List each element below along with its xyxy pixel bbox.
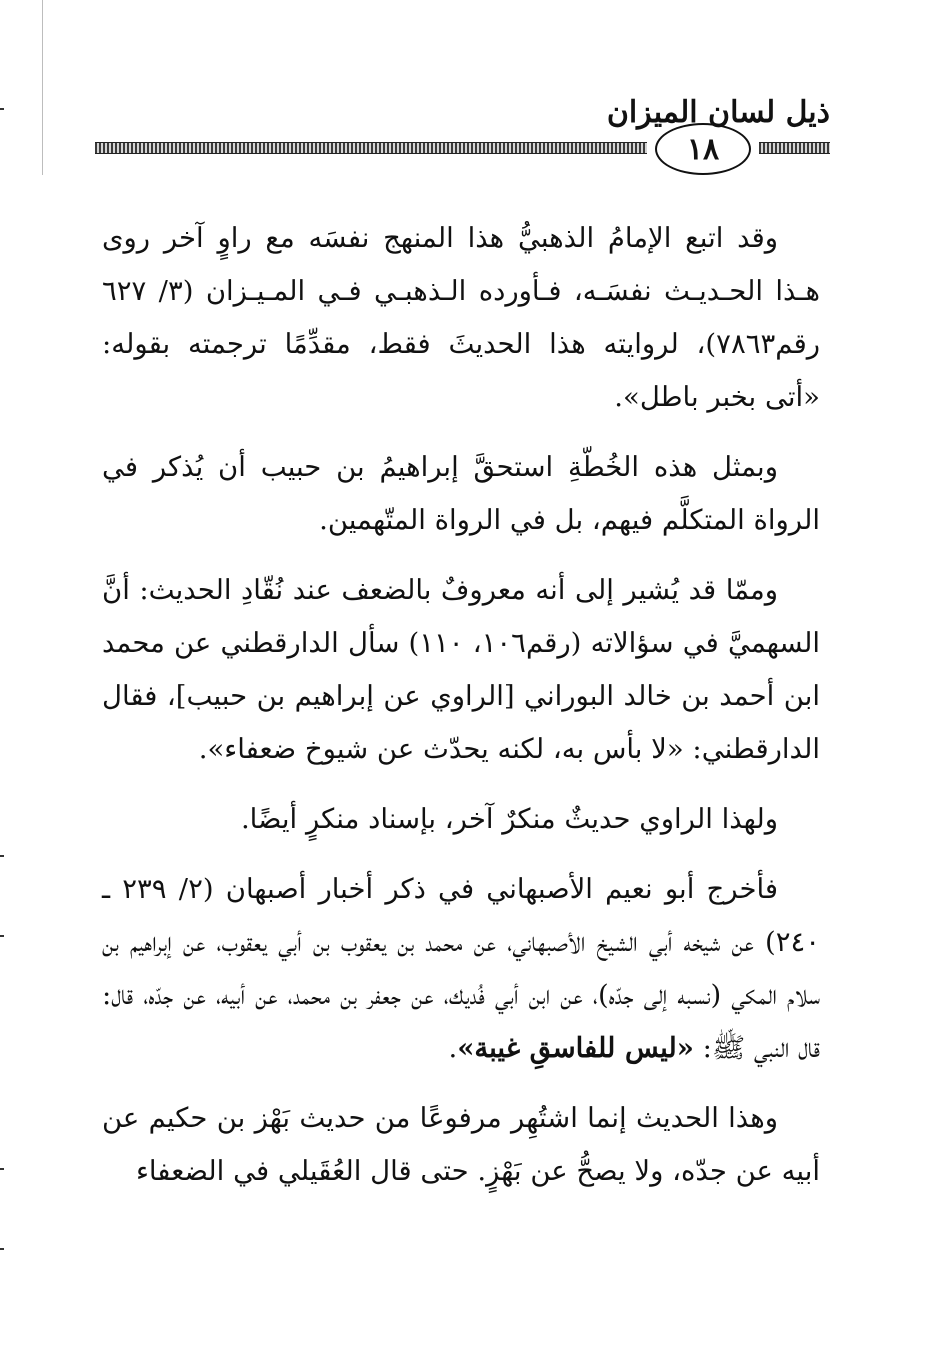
margin-tick <box>0 935 4 937</box>
paragraph: وهذا الحديث إنما اشتُهِر مرفوعًا من حديث بَهْز بن حكيم عن أبيه عن جدّه، ولا يصحُّ عن بَهْزٍ. حتى قال العُقَيلي في الضعفاء <box>102 1102 820 1187</box>
paragraph-text: . <box>448 1032 458 1064</box>
paragraph: وممّا قد يُشير إلى أنه معروفٌ بالضعف عند نُقّادِ الحديث: أنَّ السهميَّ في سؤالاته (رقم١٠٦، ١١٠) سأل الدارقطني عن محمد ابن أحمد بن خالد البوراني [الراوي عن إبراهيم بن حبيب]، فقال الدارقطني: «لا بأس به، لكنه يحدّث عن شيوخ ضعفاء». <box>102 574 820 765</box>
hadith-quote: «ليس للفاسقِ غيبة» <box>457 1032 694 1064</box>
paragraph: وقد اتبع الإمامُ الذهبيُّ هذا المنهج نفسَه مع راوٍ آخر روى هـذا الحـديـث نفسَـه، فـأورده الـذهبـي فـي المـيـزان (٣/ ٦٢٧ رقم٧٨٦٣)، لروايته هذا الحديثَ فقط، مقدِّمًا ترجمته بقوله: «أتى بخبر باطل». <box>102 222 820 413</box>
running-title: ذيل لسان الميزان <box>606 95 830 130</box>
header-ornament-band <box>95 142 647 154</box>
paragraph <box>102 863 820 1075</box>
margin-tick <box>0 108 4 110</box>
header-ornament-band <box>759 142 830 154</box>
page-edge-line <box>42 0 43 175</box>
paragraph: وبمثل هذه الخُطّةِ استحقَّ إبراهيمُ بن حبيب أن يُذكر في الرواة المتكلَّم فيهم، بل في الرواة المتّهمين. <box>102 451 820 536</box>
paragraph: ولهذا الراوي حديثٌ منكرٌ آخر، بإسناد منكرٍ أيضًا. <box>240 803 778 835</box>
margin-tick <box>0 1168 4 1170</box>
paragraph-text: فأخرج أبو نعيم الأصبهاني في ذكر أخبار أصبهان (٢/ ٢٣٩ ـ ٢٤٠) عن شيخه أبي الشيخ الأصبهاني، عن محمد بن يعقوب بن أبي يعقوب، عن إبراهيم بن سلام المكي (نسبه إلى جدّه)، عن ابن أبي فُديك، عن جعفر بن محمد، عن أبيه، عن جدّه، قال: قال النبي ﷺ: <box>102 873 820 1064</box>
page-number: ١٨ <box>655 123 751 175</box>
page-header <box>95 95 830 175</box>
body-text <box>102 212 820 1215</box>
margin-tick <box>0 855 4 857</box>
margin-tick <box>0 1248 4 1250</box>
